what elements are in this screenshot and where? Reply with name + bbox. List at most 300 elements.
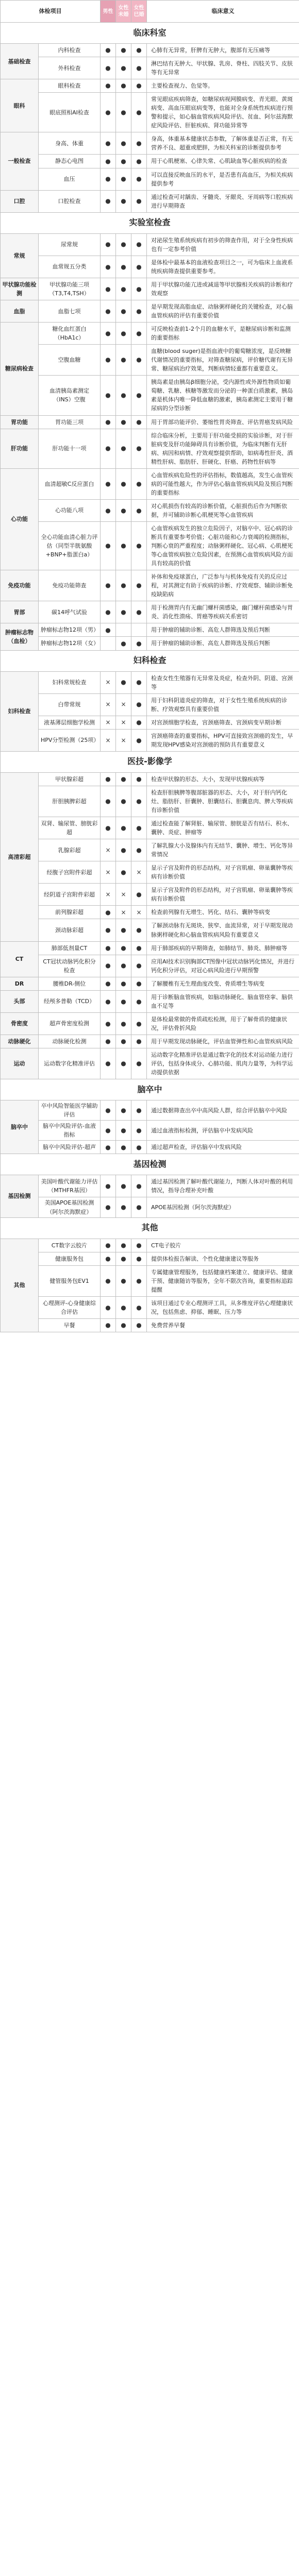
table-row [1,345,299,376]
item-name: 血清胰岛素测定（INS）空腹 [39,376,101,415]
clinical-meaning: 心肺有无异常，肝脾有无肿大，腹部有无压痛等 [147,44,299,57]
clinical-meaning: 可以直接反映血压的水平，是否患有高血压，为相关疾病提供参考 [147,168,299,190]
table-row [1,57,299,79]
female-married-mark: ● [131,1048,147,1079]
clinical-meaning: 应用AI技术识别胸部CT图像中冠状动脉钙化情况，并进行钙化积分评估，对冠心病风险进行早期预警 [147,955,299,977]
female-married-mark: ● [131,415,147,429]
male-mark: ● [101,1100,116,1121]
table-row [1,44,299,57]
female-married-mark: ● [131,919,147,941]
category-cell: 甲状腺功能检测 [1,278,39,300]
male-mark: ● [101,906,116,919]
item-name: 腰椎DR-侧位 [39,977,101,990]
female-married-mark: ● [131,1296,147,1318]
table-row [1,429,299,468]
female-unmarried-mark: ● [116,601,131,623]
table-row [1,906,299,919]
clinical-meaning: APOE基因检测（阿尔茨海默症） [147,1197,299,1217]
female-unmarried-mark: ● [116,345,131,376]
item-name: 肿瘤标志物12项（男） [39,623,101,637]
clinical-meaning: 检查女性生殖器有无异常及炎症，检查外阴、阴道、宫颈等 [147,671,299,693]
item-name: CT数字云胶片 [39,1239,101,1252]
female-married-mark: ● [131,671,147,693]
female-unmarried-mark: ● [116,637,131,650]
clinical-meaning: 综合临床分析，主要用于肝功能受损的实验诊断，对于肝脏病变及肝功能障碍具有诊断价值，为临床判断有无肝病、病因和病情、疗效观察提供帮助，如病毒性肝炎、酒精性肝病、脂肪肝、肝硬化、肝癌、药物性肝病等 [147,429,299,468]
item-name: 肿瘤标志物12项（女） [39,637,101,650]
category-cell: 心功能 [1,468,39,570]
category-cell: 免疫功能 [1,570,39,601]
male-mark: ● [101,155,116,168]
female-married-mark: ● [131,1239,147,1252]
item-name: 肝功能十一项 [39,429,101,468]
clinical-meaning: 宫颈癌筛查的重要指标，HPV可直接致宫颈癌的发生，早期发现HPV感染对宫颈癌的预防具有重要意义 [147,729,299,751]
female-married-mark: ● [131,990,147,1012]
item-name: 外科检查 [39,57,101,79]
category-cell: 肝功能 [1,429,39,468]
item-name: 静态心电图 [39,155,101,168]
table-row [1,990,299,1012]
female-unmarried-mark: ● [116,1296,131,1318]
male-mark: ● [101,1265,116,1296]
clinical-meaning: 通过检查能了解肾脏、输尿管、膀胱是否有结石、积水、囊肿、炎症、肿瘤等 [147,817,299,839]
section-title: 实验室检查 [1,212,299,233]
item-name: 心功能八项 [39,499,101,521]
female-married-mark: ● [131,772,147,786]
female-unmarried-mark: ● [116,1141,131,1154]
section-row [1,650,299,671]
male-mark: ● [101,57,116,79]
section-title: 妇科检查 [1,650,299,671]
male-mark: × [101,884,116,906]
section-title: 医技-影像学 [1,751,299,772]
female-unmarried-mark: ● [116,977,131,990]
item-name: 经阴道子宫附件彩超 [39,884,101,906]
male-mark: ● [101,990,116,1012]
female-married-mark: ● [131,168,147,190]
table-row [1,570,299,601]
female-married-mark: ● [131,1035,147,1048]
male-mark: ● [101,786,116,817]
item-name: 双肾、输尿管、膀胱彩超 [39,817,101,839]
clinical-meaning: 通过血液指标检测，评估脑卒中发病风险 [147,1121,299,1141]
female-unmarried-mark: ● [116,93,131,132]
category-cell: 糖尿病检查 [1,323,39,415]
female-unmarried-mark: ● [116,132,131,155]
female-married-mark: ● [131,57,147,79]
table-row [1,716,299,729]
female-unmarried-mark: ● [116,941,131,955]
female-married-mark: ● [131,468,147,499]
clinical-meaning: 用于甲状腺功能亢进或减退等甲状腺相关疾病的诊断和疗效观察 [147,278,299,300]
table-row [1,839,299,861]
female-married-mark: ● [131,570,147,601]
male-mark: ● [101,376,116,415]
item-name: 液基薄层细胞学检测 [39,716,101,729]
female-married-mark: ● [131,155,147,168]
item-name: 眼科检查 [39,79,101,93]
table-row [1,671,299,693]
section-title: 其他 [1,1217,299,1239]
table-row [1,376,299,415]
clinical-meaning: 血糖(blood suger)是指血液中的葡萄糖浓度，是反映糖代谢情况的重要指标，对筛查糖尿病，评价糖代谢有无异常、糖尿病治疗效果，判断病情轻重都有重要意义。 [147,345,299,376]
male-mark: × [101,729,116,751]
table-row [1,1265,299,1296]
female-unmarried-mark: ● [116,1318,131,1332]
clinical-meaning: 检查前列腺有无增生、钙化、结石、囊肿等病变 [147,906,299,919]
table-row [1,1100,299,1121]
clinical-meaning: 用于肺部疾病的早期筛查，如肺结节、肺炎、肺肿瘤等 [147,941,299,955]
clinical-meaning: 用于肿瘤的辅助诊断、高危人群筛选及预后判断 [147,623,299,637]
male-mark: ● [101,429,116,468]
section-title: 基因检测 [1,1154,299,1175]
clinical-meaning: 用于肿瘤的辅助诊断、高危人群筛选及预后判断 [147,637,299,650]
female-unmarried-mark: ● [116,1252,131,1265]
female-unmarried-mark: ● [116,1035,131,1048]
male-mark: ● [101,168,116,190]
section-row [1,23,299,44]
male-mark: ● [101,521,116,570]
male-mark: ● [101,499,116,521]
clinical-meaning: 对心肌损伤有较高的诊断价值，心脏损伤后作为判断依据，并可辅助诊断心肌梗死等心血管疾病 [147,499,299,521]
category-cell: CT [1,941,39,977]
female-unmarried-mark: ● [116,919,131,941]
female-unmarried-mark: ● [116,990,131,1012]
item-name: 肝胆胰脾彩超 [39,786,101,817]
male-mark: ● [101,623,116,637]
header-female-married: 女性已婚 [131,1,147,23]
female-unmarried-mark: ● [116,415,131,429]
table-row [1,861,299,884]
female-married-mark: ● [131,1175,147,1197]
male-mark: ● [101,1048,116,1079]
male-mark: ● [101,1141,116,1154]
table-row [1,499,299,521]
item-name: 美国APOE基因检测（阿尔茨海默症） [39,1197,101,1217]
item-name: CT冠状动脉钙化积分检查 [39,955,101,977]
female-unmarried-mark: ● [116,861,131,884]
table-row [1,693,299,716]
category-cell: 其他 [1,1239,39,1332]
table-row [1,1296,299,1318]
female-unmarried-mark: ● [116,1239,131,1252]
clinical-meaning: CT电子胶片 [147,1239,299,1252]
female-married-mark: ● [131,637,147,650]
male-mark: ● [101,190,116,212]
male-mark: ● [101,93,116,132]
clinical-meaning: 对泌尿生殖系统疾病有初步的筛查作用，对于全身性疾病也有一定参考价值 [147,233,299,256]
item-name: 经颅多普勒（TCD） [39,990,101,1012]
female-married-mark: ● [131,300,147,322]
clinical-meaning: 胰岛素是由胰岛β细胞分泌，受内源性或外源性物质如葡萄糖、乳糖、核糖等激发而分泌的一种蛋白质激素，胰岛素是机体内唯一降低血糖的激素，胰岛素测定主要用于糖尿病的分型诊断 [147,376,299,415]
female-unmarried-mark: ● [116,1265,131,1296]
item-name: 眼底照相AI检查 [39,93,101,132]
section-title: 脑卒中 [1,1079,299,1100]
category-cell: 妇科检查 [1,671,39,751]
male-mark: ● [101,1175,116,1197]
table-body [1,23,299,1332]
male-mark: ● [101,233,116,256]
clinical-meaning: 显示子宫及附件的形态结构，对子宫肌瘤、卵巢囊肿等疾病有诊断价值 [147,861,299,884]
female-married-mark: ● [131,323,147,345]
female-married-mark: × [131,906,147,919]
male-mark: ● [101,601,116,623]
female-unmarried-mark: ● [116,57,131,79]
female-married-mark: ● [131,499,147,521]
female-unmarried-mark: × [116,729,131,751]
category-cell: 口腔 [1,190,39,212]
item-name: 早餐 [39,1318,101,1332]
male-mark: ● [101,345,116,376]
header-female-unmarried: 女性未婚 [116,1,131,23]
male-mark: ● [101,132,116,155]
item-name: 血压 [39,168,101,190]
clinical-meaning: 用于诊断脑血管疾病，如脑动脉硬化、脑血管痉挛、脑供血不足等 [147,990,299,1012]
item-name: 动脉硬化检测 [39,1035,101,1048]
item-name: 健管服务包EV1 [39,1265,101,1296]
item-name: 脑卒中风险评估-超声 [39,1141,101,1154]
category-cell: 基础检查 [1,44,39,79]
clinical-meaning: 显示子宫及附件的形态结构，对子宫肌瘤、卵巢囊肿等疾病有诊断价值 [147,884,299,906]
category-cell: 头部 [1,990,39,1012]
male-mark: ● [101,919,116,941]
category-cell: 胃部 [1,601,39,623]
female-married-mark: ● [131,817,147,839]
clinical-meaning: 专属健康管理服务，包括健康档案建立、健康评估、健康干预、健康随访等服务，全年不限次咨询，重要指标追踪提醒 [147,1265,299,1296]
category-cell: 胃功能 [1,415,39,429]
male-mark: ● [101,772,116,786]
item-name: 胃功能三项 [39,415,101,429]
female-married-mark: ● [131,44,147,57]
table-row [1,278,299,300]
item-name: 运动数字化精准评估 [39,1048,101,1079]
item-name: 经腹子宫附件彩超 [39,861,101,884]
item-name: 妇科常规检查 [39,671,101,693]
table-row [1,729,299,751]
clinical-meaning: 通过检查可对龋齿、牙髓炎、牙龈炎、牙周病等口腔疾病进行早期筛查 [147,190,299,212]
female-married-mark: ● [131,1197,147,1217]
male-mark: ● [101,278,116,300]
female-unmarried-mark: ● [116,671,131,693]
male-mark: × [101,716,116,729]
clinical-meaning: 免费营养早餐 [147,1318,299,1332]
female-unmarried-mark: × [116,716,131,729]
table-row [1,786,299,817]
clinical-meaning: 用于妇科阴道炎症的筛查，对于女性生殖系统疾病的诊断、疗效观察具有重要价值 [147,693,299,716]
header-meaning: 临床意义 [147,1,299,23]
table-row [1,1252,299,1265]
item-name: 口腔检查 [39,190,101,212]
clinical-meaning: 用于心肌梗塞、心律失常、心肌缺血等心脏疾病的检查 [147,155,299,168]
table-row [1,93,299,132]
male-mark: ● [101,44,116,57]
table-row [1,817,299,839]
female-unmarried-mark: ● [116,168,131,190]
table-row [1,941,299,955]
category-cell: 一般检查 [1,132,39,190]
female-unmarried-mark: ● [116,79,131,93]
section-row [1,1154,299,1175]
female-unmarried-mark: ● [116,468,131,499]
item-name: 尿常规 [39,233,101,256]
item-name: 肺部低剂量CT [39,941,101,955]
female-married-mark: ● [131,884,147,906]
male-mark: ● [101,941,116,955]
female-unmarried-mark: ● [116,300,131,322]
table-row [1,155,299,168]
female-married-mark: ● [131,955,147,977]
item-name: 心理测评-心身健康综合评估 [39,1296,101,1318]
category-cell: 高清彩超 [1,772,39,941]
category-cell: 运动 [1,1048,39,1079]
female-married-mark: ● [131,79,147,93]
item-name: 身高、体重 [39,132,101,155]
clinical-meaning: 该项目通过专业心理测评工具，从多维度评估心理健康状况，包括焦虑、抑郁、睡眠、压力等 [147,1296,299,1318]
clinical-meaning: 可反映检查前1-2个月的血糖水平，是糖尿病诊断和监测的重要指标 [147,323,299,345]
female-married-mark: ● [131,977,147,990]
table-row [1,1035,299,1048]
table-row [1,323,299,345]
item-name: 甲状腺彩超 [39,772,101,786]
female-unmarried-mark: ● [116,772,131,786]
female-unmarried-mark: ● [116,44,131,57]
female-unmarried-mark: ● [116,1197,131,1217]
item-name: 乳腺彩超 [39,839,101,861]
female-married-mark: ● [131,1121,147,1141]
female-unmarried-mark: ● [116,190,131,212]
item-name: 美国叶酸代谢能力评估（MTHFR基因） [39,1175,101,1197]
female-unmarried-mark: ● [116,278,131,300]
clinical-meaning: 对宫颈细胞学检查，宫颈癌筛查、宫颈病变早期诊断 [147,716,299,729]
male-mark: ● [101,977,116,990]
female-married-mark: ● [131,1141,147,1154]
male-mark: ● [101,1318,116,1332]
item-name: 健康服务包 [39,1252,101,1265]
female-married-mark: ● [131,278,147,300]
female-unmarried-mark: ● [116,955,131,977]
female-unmarried-mark: ● [116,1012,131,1035]
female-unmarried-mark: ● [116,233,131,256]
table-row [1,623,299,637]
item-name: 前列腺彩超 [39,906,101,919]
table-row [1,132,299,155]
female-married-mark: ● [131,786,147,817]
female-unmarried-mark: ● [116,1121,131,1141]
table-row [1,884,299,906]
female-unmarried-mark: ● [116,499,131,521]
table-row [1,1012,299,1035]
table-row [1,256,299,278]
female-unmarried-mark: ● [116,1100,131,1121]
section-title: 临床科室 [1,23,299,44]
male-mark: ● [101,1296,116,1318]
male-mark: × [101,693,116,716]
table-row [1,190,299,212]
male-mark [101,637,116,650]
item-name: 脑卒中风险评估-血液指标 [39,1121,101,1141]
female-married-mark: ● [131,521,147,570]
table-row [1,1239,299,1252]
table-row [1,919,299,941]
table-row [1,468,299,499]
table-row [1,955,299,977]
item-name: 免疫功能筛查 [39,570,101,601]
male-mark: × [101,861,116,884]
item-name: 白带常规 [39,693,101,716]
clinical-meaning: 心血管疾病危险性的评估指标，数值越高，发生心血管疾病的可能性越大，作为评估心脑血管疾病风险及预后判断的重要指标 [147,468,299,499]
clinical-meaning: 运动数字化精准评估是通过数字化的技术对运动能力进行评估，包括身体成分、心肺功能、肌肉力量等，为科学运动提供依据 [147,1048,299,1079]
section-row [1,212,299,233]
table-row [1,521,299,570]
table-row [1,977,299,990]
male-mark: ● [101,300,116,322]
male-mark: ● [101,1239,116,1252]
clinical-meaning: 淋巴结有无肿大、甲状腺、乳房、脊柱、四肢关节、皮肤等有无异常 [147,57,299,79]
table-row [1,601,299,623]
female-unmarried-mark: ● [116,256,131,278]
female-married-mark: ● [131,345,147,376]
table-row [1,79,299,93]
table-row [1,1141,299,1154]
female-married-mark: ● [131,1252,147,1265]
female-married-mark: ● [131,1012,147,1035]
female-unmarried-mark: ● [116,429,131,468]
category-cell: 肿瘤标志物（血检） [1,623,39,650]
clinical-meaning: 通过超声检查，评估脑卒中发病风险 [147,1141,299,1154]
female-unmarried-mark: ● [116,376,131,415]
clinical-meaning: 身高，体重基本健康状态参数，了解体重是否正常，有无营养不良、超重或肥胖，为相关科室的诊断提供参考 [147,132,299,155]
clinical-meaning: 是体检中最基本的血液检查项目之一，可为临床上血液系统疾病筛查提供重要参考。 [147,256,299,278]
table-row [1,1197,299,1217]
table-row [1,772,299,786]
clinical-meaning: 提供体检报告解读、个性化健康建议等服务 [147,1252,299,1265]
female-unmarried-mark [116,623,131,637]
female-unmarried-mark: ● [116,839,131,861]
female-married-mark: ● [131,256,147,278]
clinical-meaning: 用于检测胃内有无幽门螺杆菌感染，幽门螺杆菌感染与胃炎、消化性溃疡、胃癌等疾病关系密切 [147,601,299,623]
item-name: 颈动脉彩超 [39,919,101,941]
clinical-meaning: 常见眼底疾病筛查，如糖尿病视网膜病变、青光眼、黄斑病变、高血压眼底病变等，也能对全身系统性疾病进行预警和提示，如心脑血管疾病风险评估、贫血、阿尔兹海默症风险评估、肝脏疾病、肾功能异常等 [147,93,299,132]
clinical-meaning: 通过基因检测了解叶酸代谢能力，判断人体对叶酸的利用情况，指导合理补充叶酸 [147,1175,299,1197]
female-unmarried-mark: × [116,693,131,716]
male-mark: ● [101,415,116,429]
category-cell: 常规 [1,233,39,278]
item-name: 甲状腺功能三项（T3,T4,TSH） [39,278,101,300]
female-married-mark: ● [131,1318,147,1332]
table-row [1,637,299,650]
female-unmarried-mark: ● [116,570,131,601]
female-unmarried-mark: ● [116,786,131,817]
item-name: 血清超敏C反应蛋白 [39,468,101,499]
female-unmarried-mark: × [116,884,131,906]
clinical-meaning: 了解乳腺大小及腺体内有无结节、囊肿、增生、钙化等异常情况 [147,839,299,861]
female-unmarried-mark: ● [116,323,131,345]
category-cell: DR [1,977,39,990]
male-mark: ● [101,1121,116,1141]
female-unmarried-mark: ● [116,155,131,168]
clinical-meaning: 是体检最常做的骨质疏松检测，用于了解骨质的健康状况，评估骨折风险 [147,1012,299,1035]
item-name: 血脂七项 [39,300,101,322]
clinical-meaning: 通过数据筛查出卒中高风险人群，综合评估脑卒中风险 [147,1100,299,1121]
female-married-mark: ● [131,716,147,729]
female-married-mark: ● [131,376,147,415]
male-mark: × [101,839,116,861]
item-name: 碳14呼气试验 [39,601,101,623]
table-row [1,233,299,256]
category-cell: 脑卒中 [1,1100,39,1154]
female-married-mark: ● [131,429,147,468]
table-row [1,1318,299,1332]
item-name: 卒中风险智能医学辅助评估 [39,1100,101,1121]
